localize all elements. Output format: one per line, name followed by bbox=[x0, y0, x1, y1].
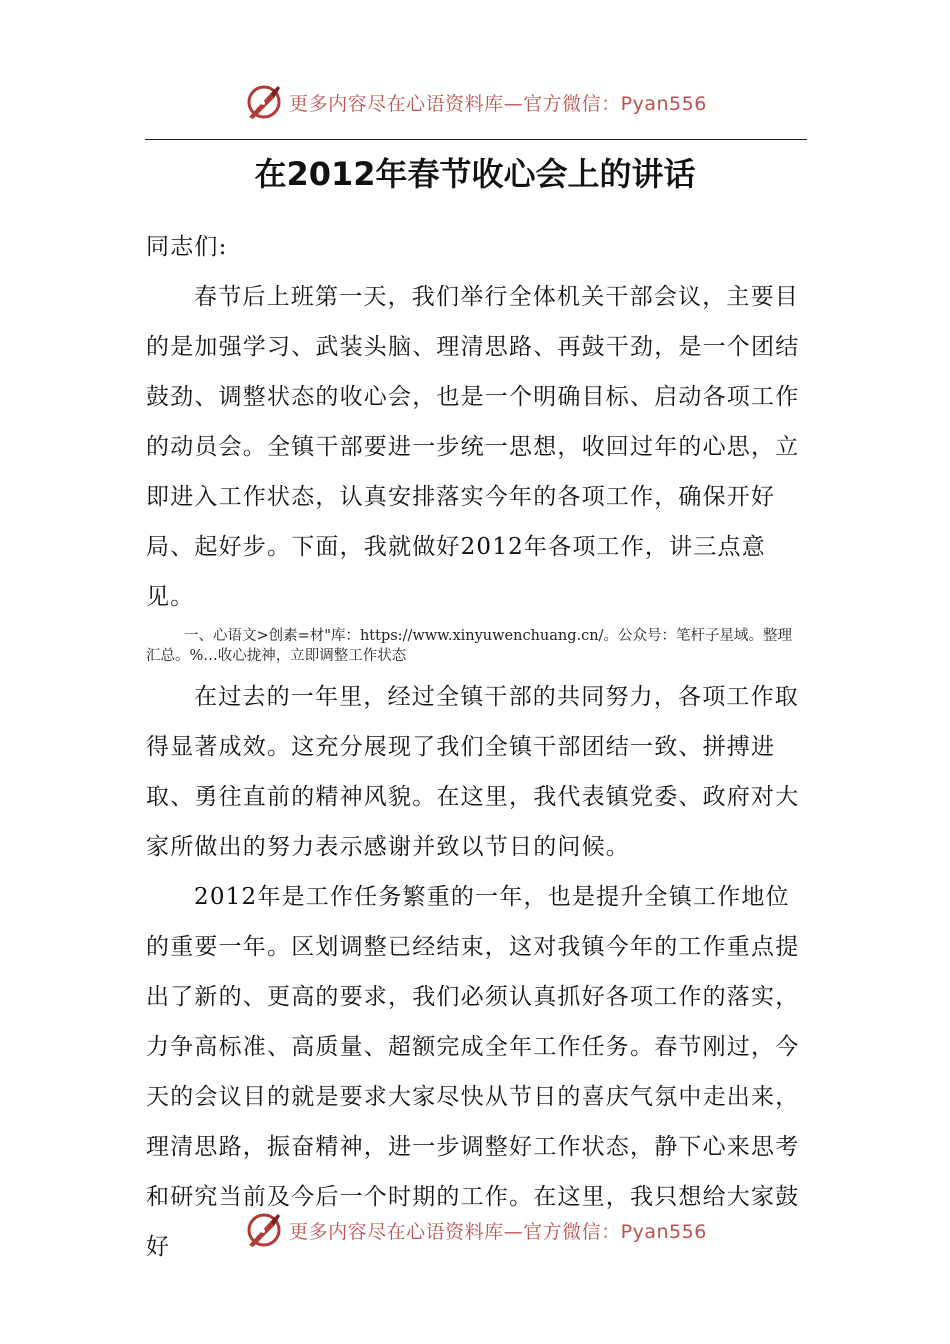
header-rule bbox=[145, 139, 807, 140]
paragraph-1: 春节后上班第一天，我们举行全体机关干部会议，主要目的是加强学习、武装头脑、理清思路、再鼓干劲，是一个团结鼓劲、调整状态的收心会，也是一个明确目标、启动各项工作的动员会。全镇干部要进一步统一思想，收回过年的心思，立即进入工作状态，认真安排落实今年的各项工作，确保开好局、起好步。下面，我就做好2012年各项工作，讲三点意见。 bbox=[146, 284, 800, 610]
document-body bbox=[146, 222, 806, 1272]
pen-nib-logo-icon bbox=[243, 1209, 285, 1251]
header-banner-text: 更多内容尽在心语资料库—官方微信：Pyan556 bbox=[289, 92, 707, 115]
paragraph-3: 2012年是工作任务繁重的一年，也是提升全镇工作地位的重要一年。区划调整已经结束，这对我镇今年的工作重点提出了新的、更高的要求，我们必须认真抓好各项工作的落实，力争高标准、高质量、超额完成全年工作任务。春节刚过，今天的会议目的就是要求大家尽快从节日的喜庆气氛中走出来，理清思路，振奋精神，进一步调整好工作状态，静下心来思考和研究当前及今后一个时期的工作。在这里，我只想给大家鼓好 bbox=[146, 884, 800, 1260]
section-heading-note: 一、心语文>创素=材"库：https://www.xinyuwenchuang.cn/。公众号：笔杆子星域。整理汇总。%…收心拢神，立即调整工作状态 bbox=[146, 628, 792, 664]
document-title: 在2012年春节收心会上的讲话 bbox=[254, 155, 696, 193]
footer-banner-text: 更多内容尽在心语资料库—官方微信：Pyan556 bbox=[289, 1220, 707, 1243]
pen-nib-logo-icon bbox=[243, 81, 285, 123]
salutation: 同志们: bbox=[146, 234, 228, 260]
paragraph-2: 在过去的一年里，经过全镇干部的共同努力，各项工作取得显著成效。这充分展现了我们全镇干部团结一致、拼搏进取、勇往直前的精神风貌。在这里，我代表镇党委、政府对大家所做出的努力表示感谢并致以节日的问候。 bbox=[146, 684, 800, 860]
footer-banner bbox=[0, 1208, 950, 1252]
header-banner bbox=[0, 80, 950, 124]
